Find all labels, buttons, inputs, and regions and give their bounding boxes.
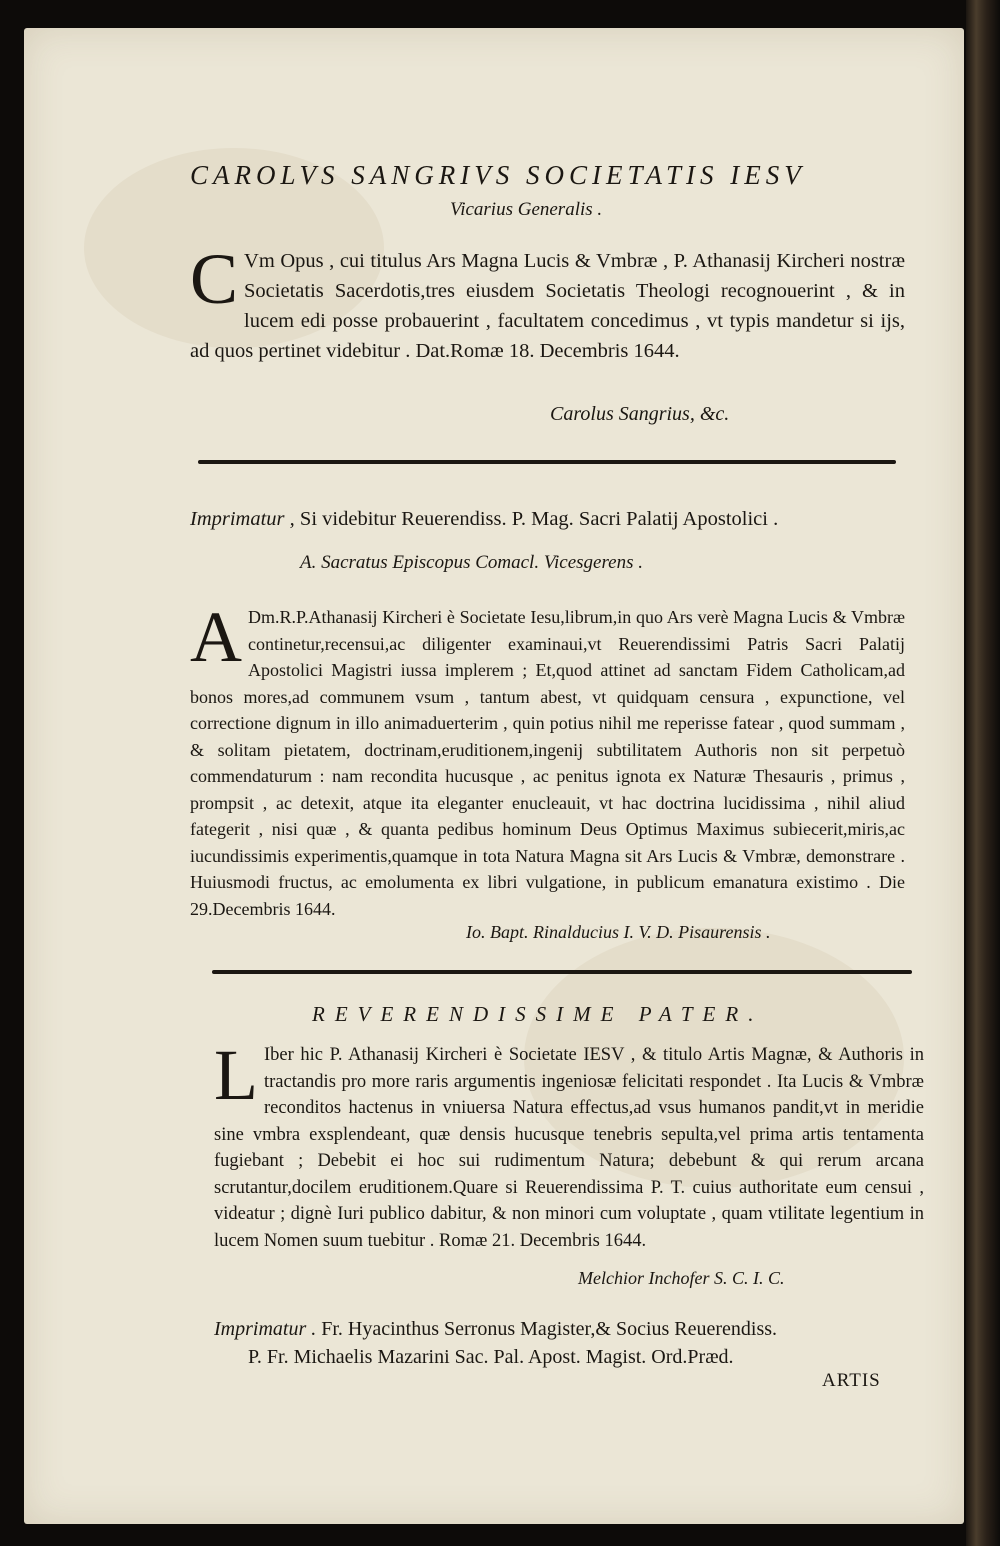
- book-edge: [966, 0, 1000, 1546]
- section2-dropcap: A: [190, 597, 242, 677]
- section1-dropcap: C: [190, 239, 239, 319]
- section2-paragraph: [190, 597, 905, 922]
- imprimatur2-line2: P. Fr. Michaelis Mazarini Sac. Pal. Apost. Magist. Ord.Præd.: [248, 1346, 734, 1368]
- imprimatur1-signature: A. Sacratus Episcopus Comacl. Vicesgerens .: [300, 552, 644, 573]
- imprimatur2-label: Imprimatur .: [214, 1318, 317, 1340]
- imprimatur1-line: [190, 508, 905, 531]
- imprimatur1-label: Imprimatur ,: [190, 508, 295, 530]
- section2-signature: Io. Bapt. Rinalducius I. V. D. Pisaurensis .: [466, 922, 771, 942]
- divider-rule-2: [212, 970, 912, 974]
- section3-text: Iber hic P. Athanasij Kircheri è Societate IESV , & titulo Artis Magnæ, & Authoris in tractandis pro more raris argumentis ingeniosæ felicitati respondet . Ita Lucis & Vmbræ reconditos hactenus in vniuersa Natura effectus,ad vsus humanos pandit,vt in meridie sine vmbra exsplendeant, quæ densis hucusque tenebris sepulta,vel prima artis tentamenta fugiebant ; Debebit ei hoc sui rudimentum Natura; debebunt & qui rerum arcana scrutantur,docilem eruditionem.Quare si Reuerendissima P. T. cuius authoritate eum censui , videatur ; dignè Iuri publico dabitur, & non minori cum voluptate , quam vtilitate legentium in lucem Nomen suum tuebitur . Romæ 21. Decembris 1644.: [214, 1045, 924, 1251]
- section1-subheading: Vicarius Generalis .: [450, 199, 603, 220]
- section1-paragraph: [190, 239, 905, 366]
- section1-signature: Carolus Sangrius, &c.: [550, 403, 730, 425]
- section1-text: Vm Opus , cui titulus Ars Magna Lucis & Vmbræ , P. Athanasij Kircheri nostræ Societatis Sacerdotis,tres eiusdem Societatis Theologi recognouerint , & in lucem edi posse probauerint , facultatem concedimus , vt typis mandetur si ijs, ad quos pertinet videbitur . Dat.Romæ 18. Decembris 1644.: [190, 250, 905, 362]
- catchword: ARTIS: [822, 1370, 881, 1391]
- imprimatur2-line1: Fr. Hyacinthus Serronus Magister,& Socius Reuerendiss.: [321, 1318, 778, 1340]
- section3-paragraph: [214, 1035, 924, 1254]
- section3-dropcap: L: [214, 1035, 258, 1115]
- section2-text: Dm.R.P.Athanasij Kircheri è Societate Iesu,librum,in quo Ars verè Magna Lucis & Vmbræ continetur,recensui,ac diligenter examinaui,vt Reuerendissimi Patris Sacri Palatij Apostolici Magistri iussa implerem ; Et,quod attinet ad sanctam Fidem Catholicam,ad bonos mores,ad communem vsum , tantum abest, vt quidquam censura , expunctione, vel correctione dignum in illo animaduerterim , quin potius nihil me reperisse fatear , quod summam , & solitam pietatem, doctrinam,eruditionem,ingenij subtilitatem Authoris non sit perpetuò commendaturum : nam recondita hucusque , ac penitus ignota ex Naturæ Thesauris , primus , prompsit , ac detexit, atque ita eleganter enucleauit, vt hac doctrina lucidissima , nihil aliud fategerit , nisi quæ , & quanta pedibus hominum Deus Optimus Maximus subiecerit,miris,ac iucundissimis experimentis,quamque in tota Natura Magna sit Ars Lucis & Vmbræ, demonstrare . Huiusmodi fructus, ac emolumenta ex libri vulgatione, in publicum emanatura existimo . Die 29.Decembris 1644.: [190, 607, 905, 919]
- imprimatur1-text: Si videbitur Reuerendiss. P. Mag. Sacri Palatij Apostolici .: [299, 508, 779, 530]
- section3-heading: REVERENDISSIME PATER.: [312, 1002, 764, 1026]
- imprimatur2-block: [214, 1315, 924, 1371]
- section1-heading: CAROLVS SANGRIVS SOCIETATIS IESV: [190, 160, 806, 190]
- divider-rule-1: [198, 460, 896, 464]
- section3-signature: Melchior Inchofer S. C. I. C.: [578, 1268, 785, 1288]
